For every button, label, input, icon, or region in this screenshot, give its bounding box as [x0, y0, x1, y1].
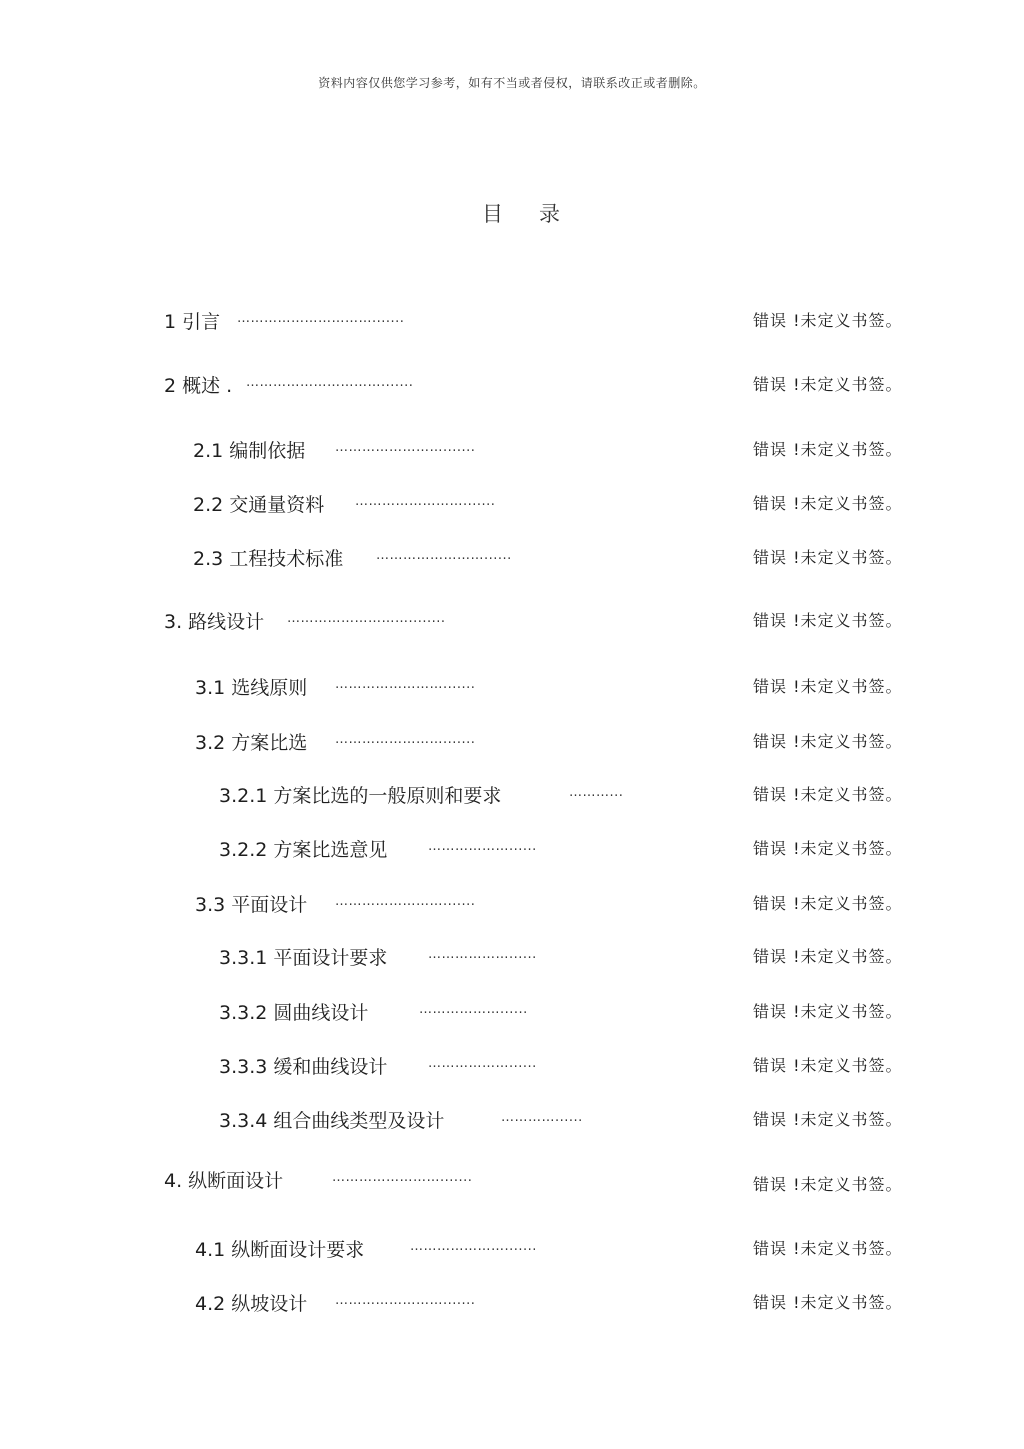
- toc-entry-page: 错误 !未定义书签。: [753, 548, 903, 567]
- toc-entry-label: 3.3 平面设计: [195, 894, 308, 916]
- toc-entry-label: 3.3.2 圆曲线设计: [219, 1002, 369, 1024]
- toc-entry-dots: …………………….......: [335, 440, 476, 455]
- toc-entry-label: 4. 纵断面设计: [164, 1170, 284, 1192]
- toc-entry-dots: …………......: [501, 1110, 583, 1125]
- toc-entry[interactable]: [0, 307, 1024, 337]
- toc-entry-dots: ……………………......: [376, 548, 512, 563]
- toc-entry[interactable]: [0, 490, 1024, 520]
- header-notice: 资料内容仅供您学习参考，如有不当或者侵权，请联系改正或者删除。: [318, 76, 706, 90]
- toc-entry-page: 错误 !未定义书签。: [753, 894, 903, 913]
- toc-entry[interactable]: [0, 998, 1024, 1028]
- toc-entry-label: 3.2 方案比选: [195, 732, 308, 754]
- toc-entry-dots: ………………......: [428, 947, 537, 962]
- toc-entry[interactable]: [0, 1166, 1024, 1196]
- toc-entry-label: 1 引言: [164, 311, 221, 333]
- toc-entry-page: 错误 !未定义书签。: [753, 375, 903, 394]
- toc-entry[interactable]: [0, 371, 1024, 401]
- toc-entry-label: 3. 路线设计: [164, 611, 265, 633]
- toc-title: [0, 198, 1024, 228]
- toc-entry-page: 错误 !未定义书签。: [753, 311, 903, 330]
- toc-entry-dots: ………………......: [428, 839, 537, 854]
- toc-entry-page: 错误 !未定义书签。: [753, 494, 903, 513]
- toc-entry-label: 3.3.1 平面设计要求: [219, 947, 388, 969]
- toc-entry-page: 错误 !未定义书签。: [753, 839, 903, 858]
- toc-entry-page: 错误 !未定义书签。: [753, 440, 903, 459]
- toc-entry-label: 2.3 工程技术标准: [193, 548, 344, 570]
- toc-entry-page: 错误 !未定义书签。: [753, 947, 903, 966]
- toc-entry-label: 2.2 交通量资料: [193, 494, 325, 516]
- toc-title-left: 目: [482, 202, 503, 226]
- toc-entry-dots: …………………….......: [335, 1293, 476, 1308]
- toc-entry-page: 错误 !未定义书签。: [753, 1175, 903, 1194]
- toc-entry[interactable]: [0, 728, 1024, 758]
- toc-entry-label: 4.1 纵断面设计要求: [195, 1239, 365, 1261]
- toc-entry[interactable]: [0, 607, 1024, 637]
- toc-entry-dots: ………...: [569, 785, 624, 800]
- toc-entry-dots: ………………......: [428, 1056, 537, 1071]
- toc-entry-page: 错误 !未定义书签。: [753, 611, 903, 630]
- toc-entry-label: 3.3.3 缓和曲线设计: [219, 1056, 388, 1078]
- toc-title-right: 录: [539, 202, 560, 226]
- toc-entry-page: 错误 !未定义书签。: [753, 1110, 903, 1129]
- toc-entry-dots: …………………….......: [335, 677, 476, 692]
- toc-entry-page: 错误 !未定义书签。: [753, 1056, 903, 1075]
- toc-entry-dots: ………………......: [419, 1002, 528, 1017]
- toc-entry[interactable]: [0, 544, 1024, 574]
- toc-entry[interactable]: [0, 1106, 1024, 1136]
- toc-entry-page: 错误 !未定义书签。: [753, 1002, 903, 1021]
- toc-entry-dots: …………………….......: [332, 1170, 473, 1185]
- toc-entry-label: 3.3.4 组合曲线类型及设计: [219, 1110, 445, 1132]
- toc-entry[interactable]: [0, 1052, 1024, 1082]
- toc-entry-label: 2.1 编制依据: [193, 440, 306, 462]
- toc-entry-dots: …………………….......: [355, 494, 496, 509]
- toc-entry[interactable]: [0, 943, 1024, 973]
- toc-entry-page: 错误 !未定义书签。: [753, 732, 903, 751]
- toc-entry-dots: ………………………….......: [246, 375, 414, 390]
- toc-entry-dots: …………………….......: [335, 894, 476, 909]
- toc-entry-page: 错误 !未定义书签。: [753, 785, 903, 804]
- toc-entry-label: 3.2.2 方案比选意见: [219, 839, 388, 861]
- toc-entry-dots: ………………….......: [410, 1239, 537, 1254]
- toc-entry-label: 3.2.1 方案比选的一般原则和要求: [219, 785, 502, 807]
- toc-entry[interactable]: [0, 1235, 1024, 1265]
- toc-entry[interactable]: [0, 835, 1024, 865]
- toc-entry-page: 错误 !未定义书签。: [753, 677, 903, 696]
- toc-entry-label: 3.1 选线原则: [195, 677, 308, 699]
- toc-entry[interactable]: [0, 781, 1024, 811]
- toc-entry[interactable]: [0, 673, 1024, 703]
- toc-entry-dots: ………………………….......: [237, 311, 405, 326]
- toc-entry[interactable]: [0, 1289, 1024, 1319]
- toc-entry-label: 4.2 纵坡设计: [195, 1293, 308, 1315]
- toc-entry[interactable]: [0, 890, 1024, 920]
- toc-entry-page: 错误 !未定义书签。: [753, 1293, 903, 1312]
- toc-entry-page: 错误 !未定义书签。: [753, 1239, 903, 1258]
- toc-entry-dots: ………………………........: [287, 611, 446, 626]
- toc-entry[interactable]: [0, 436, 1024, 466]
- toc-entry-dots: …………………….......: [335, 732, 476, 747]
- toc-entry-label: 2 概述 .: [164, 375, 233, 397]
